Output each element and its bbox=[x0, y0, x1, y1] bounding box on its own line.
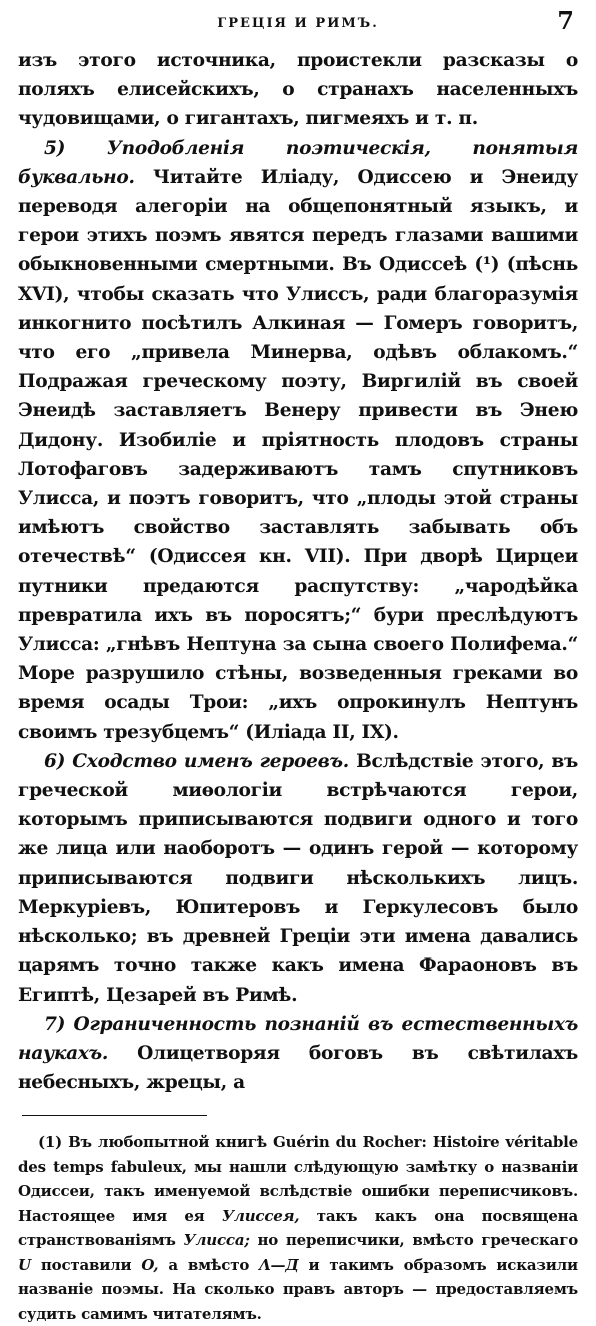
main-text bbox=[18, 46, 578, 1097]
footnote-text: а вмѣсто bbox=[168, 1255, 250, 1274]
footnote-text: Въ любопытной книгѣ Guérin du Rocher: Histoire véritable des temps fabuleux, мы нашли слѣдующую замѣтку о названіи Одиссеи, такъ именуемой вслѣдствіе ошибки переписчиковъ. Настоящее имя ея bbox=[18, 1133, 578, 1225]
footnote-text: такъ какъ она посвящена странствованіямъ bbox=[18, 1206, 578, 1250]
paragraph-continuation bbox=[18, 46, 578, 134]
paragraph-heading: 5) Уподобленія поэтическія, понятыя буквально. bbox=[18, 137, 578, 188]
running-head: ГРЕЦІЯ И РИМЪ. bbox=[217, 16, 379, 31]
paragraph-text: изъ этого источника, проистекли разсказы о поляхъ елисейскихъ, о странахъ населенныхъ чудовищами, о гигантахъ, пигмеяхъ и т. п. bbox=[18, 50, 578, 130]
footnote-italic: Λ—Д bbox=[259, 1255, 299, 1274]
paragraph-heading: 7) Ограниченность познаній въ естественныхъ наукахъ. bbox=[18, 1013, 578, 1064]
paragraph-7 bbox=[18, 1010, 578, 1098]
footnote-divider bbox=[22, 1115, 207, 1116]
paragraph-6 bbox=[18, 747, 578, 1010]
footnote-italic: O, bbox=[141, 1255, 159, 1274]
footnote-italic: U bbox=[18, 1255, 31, 1274]
footnote-text: поставили bbox=[40, 1255, 132, 1274]
paragraph-text: Олицетворяя боговъ въ свѣтилахъ небесныхъ, жрецы, а bbox=[18, 1042, 578, 1094]
footnote-text: и такимъ образомъ исказили названіе поэмы. На сколько правъ авторъ — предоставляемъ судить самимъ читателямъ. bbox=[18, 1255, 578, 1323]
paragraph-heading: 6) Сходство именъ героевъ. bbox=[44, 750, 349, 772]
footnote-marker: (1) bbox=[38, 1133, 63, 1152]
page-header bbox=[18, 6, 578, 46]
paragraph-5 bbox=[18, 134, 578, 747]
footnote-italic: Улиссея, bbox=[221, 1206, 300, 1225]
footnote bbox=[18, 1130, 578, 1326]
paragraph-text: Читайте Иліаду, Одиссею и Энеиду переводя алегоріи на общепонятный языкъ, и герои этихъ поэмъ явятся передъ глазами вашими обыкновенными смертными. Въ Одиссеѣ (¹) (пѣснь XVI), чтобы сказать что Улиссъ, ради благоразумія инкогнито посѣтилъ Алкиная — Гомеръ говоритъ, что его „привела Минерва, одѣвъ облакомъ.“ Подражая греческому поэту, Виргилій въ своей Энеидѣ заставляетъ Венеру привести въ Энею Дидону. Изобиліе и пріятность плодовъ страны Лотофаговъ задерживаютъ тамъ спутниковъ Улисса, и поэтъ говоритъ, что „плоды этой страны имѣютъ свойство заставлять забывать объ отечествѣ“ (Одиссея кн. VII). При дворѣ Цирцеи путники предаются распутству: „чародѣйка превратила ихъ въ поросятъ;“ бури преслѣдуютъ Улисса: „гнѣвъ Нептуна за сына своего Полифема.“ Море разрушило стѣны, возведенныя греками во время осады Трои: „ихъ опрокинулъ Нептунъ своимъ трезубцемъ“ (Иліада II, IX). bbox=[18, 166, 578, 743]
paragraph-text: Вслѣдствіе этого, въ греческой миѳологіи встрѣчаются герои, которымъ приписываются подвиги одного и того же лица или наоборотъ — одинъ герой — которому приписываются подвиги нѣсколькихъ лицъ. Меркуріевъ, Юпитеровъ и Геркулесовъ было нѣсколько; въ древней Греціи эти имена давались царямъ точно также какъ имена Фараоновъ въ Египтѣ, Цезарей въ Римѣ. bbox=[18, 750, 578, 1006]
page-number: 7 bbox=[557, 6, 574, 35]
footnote-text: но переписчики, вмѣсто греческаго bbox=[257, 1231, 578, 1250]
footnote-italic: Улисса; bbox=[183, 1231, 250, 1250]
